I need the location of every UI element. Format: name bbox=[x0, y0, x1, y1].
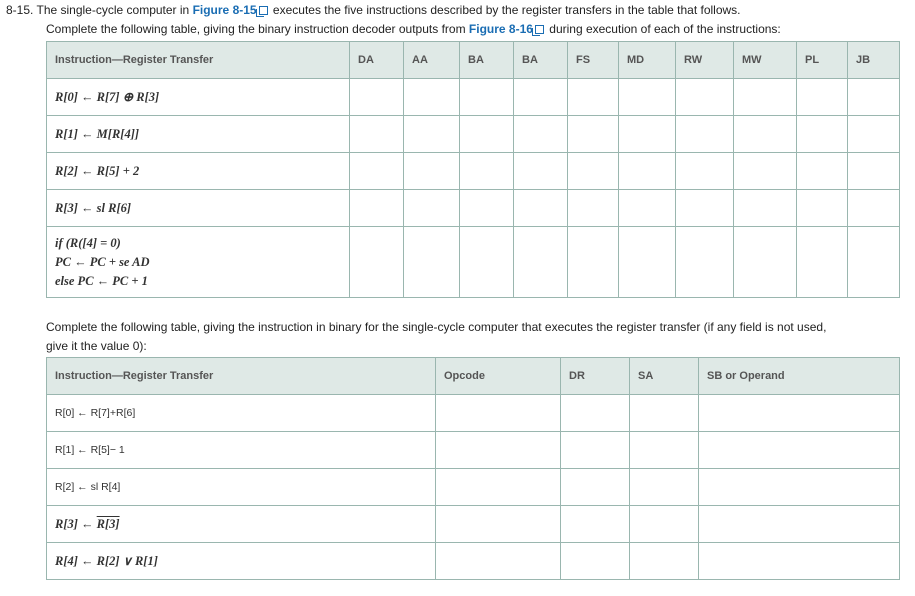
answer-cell[interactable] bbox=[848, 227, 900, 298]
answer-cell[interactable] bbox=[699, 506, 900, 543]
answer-cell[interactable] bbox=[734, 116, 797, 153]
table-row bbox=[47, 116, 900, 153]
answer-cell[interactable] bbox=[436, 469, 561, 506]
answer-cell[interactable] bbox=[460, 116, 514, 153]
answer-cell[interactable] bbox=[404, 190, 460, 227]
conditional-line: if (R([4] = 0) bbox=[55, 235, 121, 250]
register-transfer-cell: R[1] ← R[5]− 1 bbox=[47, 432, 436, 469]
col-header-md: MD bbox=[619, 42, 676, 79]
answer-cell[interactable] bbox=[436, 543, 561, 580]
col-header-mw: MW bbox=[734, 42, 797, 79]
table-row bbox=[47, 190, 900, 227]
table-row bbox=[47, 432, 900, 469]
answer-cell[interactable] bbox=[797, 190, 848, 227]
col-header-jb: JB bbox=[848, 42, 900, 79]
figure-8-16-link[interactable]: Figure 8-16 bbox=[468, 22, 533, 36]
register-transfer-cell: R[0] ← R[7]+R[6] bbox=[47, 395, 436, 432]
answer-cell[interactable] bbox=[734, 79, 797, 116]
transfer-prefix: R[3] ← bbox=[55, 516, 97, 531]
answer-cell[interactable] bbox=[350, 153, 404, 190]
answer-cell[interactable] bbox=[699, 469, 900, 506]
complement-operand: R[3] bbox=[96, 516, 120, 531]
answer-cell[interactable] bbox=[460, 190, 514, 227]
answer-cell[interactable] bbox=[676, 79, 734, 116]
answer-cell[interactable] bbox=[797, 153, 848, 190]
col-header-sa: SA bbox=[630, 358, 699, 395]
line2-text-a: Complete the following table, giving the binary instruction decoder outputs from bbox=[46, 22, 469, 36]
col-header-pl: PL bbox=[797, 42, 848, 79]
register-transfer-cell: R[2] ← sl R[4] bbox=[47, 469, 436, 506]
answer-cell[interactable] bbox=[699, 543, 900, 580]
table-row bbox=[47, 153, 900, 190]
answer-cell[interactable] bbox=[619, 79, 676, 116]
answer-cell[interactable] bbox=[630, 432, 699, 469]
answer-cell[interactable] bbox=[460, 79, 514, 116]
table-row bbox=[47, 227, 900, 298]
answer-cell[interactable] bbox=[436, 432, 561, 469]
answer-cell[interactable] bbox=[404, 153, 460, 190]
answer-cell[interactable] bbox=[797, 79, 848, 116]
answer-cell[interactable] bbox=[699, 395, 900, 432]
answer-cell[interactable] bbox=[561, 506, 630, 543]
answer-cell[interactable] bbox=[350, 190, 404, 227]
col-header-dr: DR bbox=[561, 358, 630, 395]
answer-cell[interactable] bbox=[848, 79, 900, 116]
col-header-instruction: Instruction—Register Transfer bbox=[47, 358, 436, 395]
register-transfer-cell bbox=[47, 227, 350, 298]
answer-cell[interactable] bbox=[619, 190, 676, 227]
table-row bbox=[47, 395, 900, 432]
conditional-line: else PC ← PC + 1 bbox=[55, 273, 148, 288]
answer-cell[interactable] bbox=[848, 153, 900, 190]
answer-cell[interactable] bbox=[676, 116, 734, 153]
table-row bbox=[47, 469, 900, 506]
line2-text-b: during execution of each of the instructions: bbox=[545, 22, 781, 36]
answer-cell[interactable] bbox=[568, 190, 619, 227]
answer-cell[interactable] bbox=[848, 116, 900, 153]
register-transfer-cell: R[2] ← R[5] + 2 bbox=[47, 153, 350, 190]
answer-cell[interactable] bbox=[676, 153, 734, 190]
answer-cell[interactable] bbox=[404, 79, 460, 116]
answer-cell[interactable] bbox=[619, 153, 676, 190]
answer-cell[interactable] bbox=[561, 543, 630, 580]
intro-text-b: executes the five instructions described by the register transfers in the table that follows. bbox=[269, 3, 741, 17]
register-transfer-cell: R[4] ← R[2] ∨ R[1] bbox=[47, 543, 436, 580]
answer-cell[interactable] bbox=[797, 227, 848, 298]
problem-number: 8-15. bbox=[6, 3, 34, 17]
col-header-instruction: Instruction—Register Transfer bbox=[47, 42, 350, 79]
answer-cell[interactable] bbox=[404, 227, 460, 298]
answer-cell[interactable] bbox=[436, 395, 561, 432]
answer-cell[interactable] bbox=[619, 227, 676, 298]
answer-cell[interactable] bbox=[436, 506, 561, 543]
answer-cell[interactable] bbox=[568, 227, 619, 298]
answer-cell[interactable] bbox=[630, 506, 699, 543]
col-header-opcode: Opcode bbox=[436, 358, 561, 395]
intro-text-a: The single-cycle computer in bbox=[36, 3, 193, 17]
register-transfer-cell: R[1] ← M[R[4]] bbox=[47, 116, 350, 153]
register-transfer-cell: R[3] ← sl R[6] bbox=[47, 190, 350, 227]
answer-cell[interactable] bbox=[460, 153, 514, 190]
col-header-da: DA bbox=[350, 42, 404, 79]
answer-cell[interactable] bbox=[699, 432, 900, 469]
answer-cell[interactable] bbox=[568, 116, 619, 153]
answer-cell[interactable] bbox=[630, 469, 699, 506]
answer-cell[interactable] bbox=[561, 469, 630, 506]
problem-line-1 bbox=[6, 3, 741, 17]
answer-cell[interactable] bbox=[561, 395, 630, 432]
register-transfer-cell bbox=[47, 506, 436, 543]
answer-cell[interactable] bbox=[460, 227, 514, 298]
answer-cell[interactable] bbox=[676, 227, 734, 298]
register-transfer-cell: R[0] ← R[7] ⊕ R[3] bbox=[47, 79, 350, 116]
answer-cell[interactable] bbox=[568, 79, 619, 116]
answer-cell[interactable] bbox=[734, 190, 797, 227]
para2-line-1: Complete the following table, giving the instruction in binary for the single-cycle computer that executes the register transfer (if any field is not used, bbox=[46, 320, 827, 334]
conditional-line: PC ← PC + se AD bbox=[55, 254, 150, 269]
answer-cell[interactable] bbox=[514, 227, 568, 298]
problem-line-2 bbox=[46, 22, 781, 36]
col-header-aa: AA bbox=[404, 42, 460, 79]
answer-cell[interactable] bbox=[350, 116, 404, 153]
answer-cell[interactable] bbox=[514, 153, 568, 190]
answer-cell[interactable] bbox=[676, 190, 734, 227]
table-row bbox=[47, 506, 900, 543]
answer-cell[interactable] bbox=[561, 432, 630, 469]
col-header-sb-operand: SB or Operand bbox=[699, 358, 900, 395]
answer-cell[interactable] bbox=[514, 190, 568, 227]
instruction-binary-table bbox=[46, 357, 900, 580]
answer-cell[interactable] bbox=[404, 116, 460, 153]
answer-cell[interactable] bbox=[350, 227, 404, 298]
external-link-icon[interactable] bbox=[259, 6, 268, 15]
table2-header-row bbox=[47, 358, 900, 395]
answer-cell[interactable] bbox=[734, 227, 797, 298]
answer-cell[interactable] bbox=[568, 153, 619, 190]
col-header-ba: BA bbox=[514, 42, 568, 79]
figure-8-15-link[interactable]: Figure 8-15 bbox=[192, 3, 257, 17]
table-row bbox=[47, 543, 900, 580]
answer-cell[interactable] bbox=[514, 116, 568, 153]
col-header-ba: BA bbox=[460, 42, 514, 79]
answer-cell[interactable] bbox=[350, 79, 404, 116]
answer-cell[interactable] bbox=[514, 79, 568, 116]
answer-cell[interactable] bbox=[848, 190, 900, 227]
answer-cell[interactable] bbox=[630, 395, 699, 432]
col-header-rw: RW bbox=[676, 42, 734, 79]
answer-cell[interactable] bbox=[630, 543, 699, 580]
answer-cell[interactable] bbox=[619, 116, 676, 153]
answer-cell[interactable] bbox=[797, 116, 848, 153]
table1-header-row bbox=[47, 42, 900, 79]
answer-cell[interactable] bbox=[734, 153, 797, 190]
para2-line-2: give it the value 0): bbox=[46, 339, 147, 353]
external-link-icon[interactable] bbox=[535, 25, 544, 34]
table-row bbox=[47, 79, 900, 116]
col-header-fs: FS bbox=[568, 42, 619, 79]
decoder-outputs-table bbox=[46, 41, 900, 298]
